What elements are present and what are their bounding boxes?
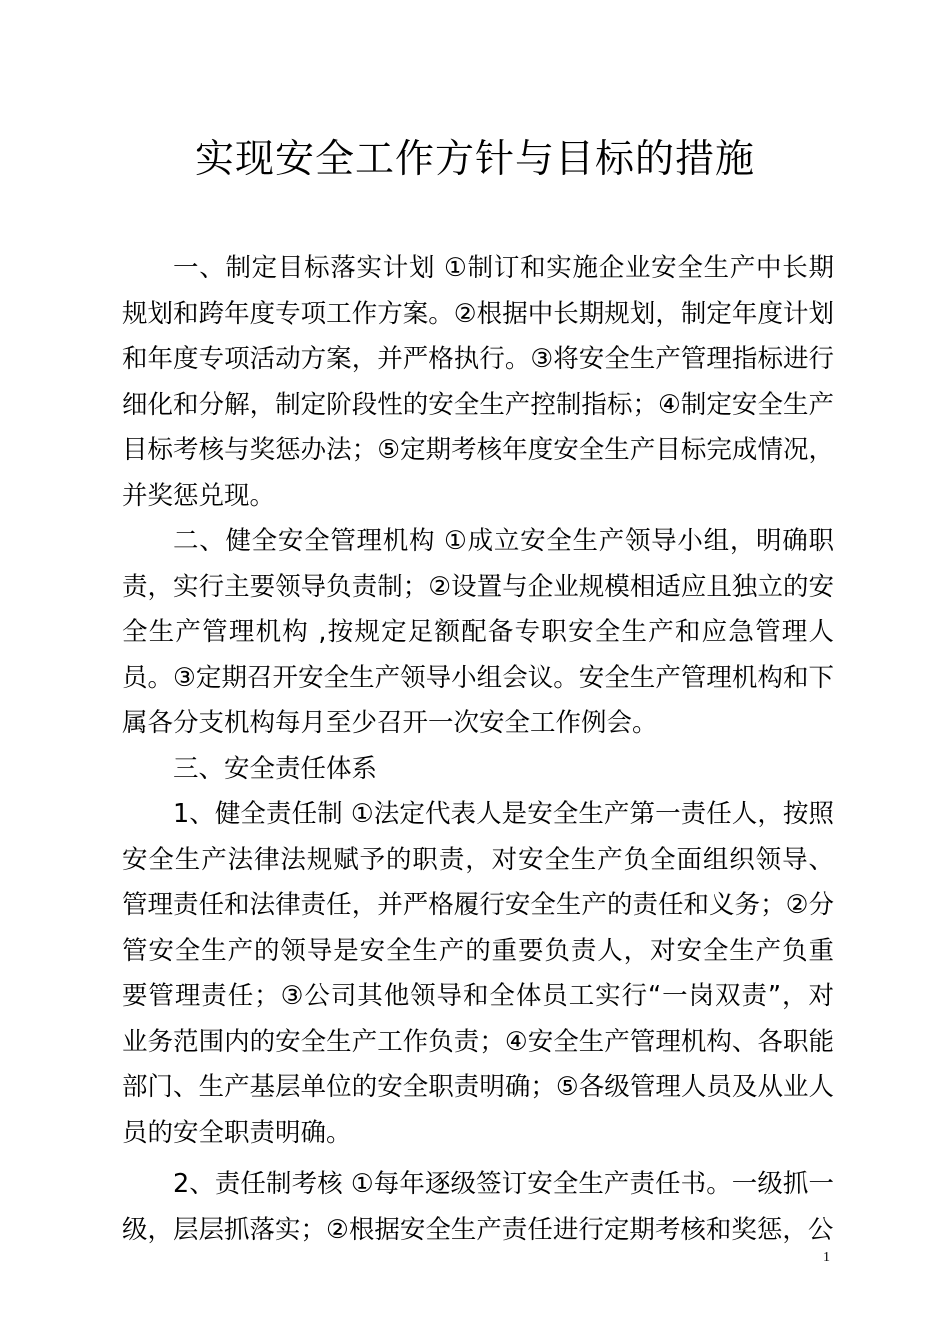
paragraph-target-plan: 一、制定目标落实计划 ①制订和实施企业安全生产中长期规划和跨年度专项工作方案。②根据中长期规划，制定年度计划和年度专项活动方案，并严格执行。③将安全生产管理指标进行细化和分解，制定阶段性的安全生产控制指标；④制定安全生产目标考核与奖惩办法；⑤定期考核年度安全生产目标完成情况，并奖惩兑现。 [122,253,834,511]
paragraph-responsibility-system-heading: 三、安全责任体系 [173,753,378,784]
document-body [122,246,834,1253]
page-number: 1 [823,1250,830,1265]
paragraph-management-organization: 二、健全安全管理机构 ①成立安全生产领导小组，明确职责，实行主要领导负责制；②设置与企业规模相适应且独立的安全生产管理机构 ,按规定足额配备专职安全生产和应急管理人员。③定期召开安全生产领导小组会议。安全生产管理机构和下属各分支机构每月至少召开一次安全工作例会。 [122,526,834,738]
paragraph-responsibility-assessment: 2、责任制考核 ①每年逐级签订安全生产责任书。一级抓一级，层层抓落实；②根据安全生产责任进行定期考核和奖惩，公 [122,1169,834,1245]
paragraph-responsibility-system: 1、健全责任制 ①法定代表人是安全生产第一责任人，按照安全生产法律法规赋予的职责，对安全生产负全面组织领导、管理责任和法律责任，并严格履行安全生产的责任和义务；②分管安全生产的领导是安全生产的重要负责人，对安全生产负重要管理责任；③公司其他领导和全体员工实行“一岗双责”，对业务范围内的安全生产工作负责；④安全生产管理机构、各职能部门、生产基层单位的安全职责明确；⑤各级管理人员及从业人员的安全职责明确。 [122,799,834,1148]
document-title: 实现安全工作方针与目标的措施 [194,137,755,182]
